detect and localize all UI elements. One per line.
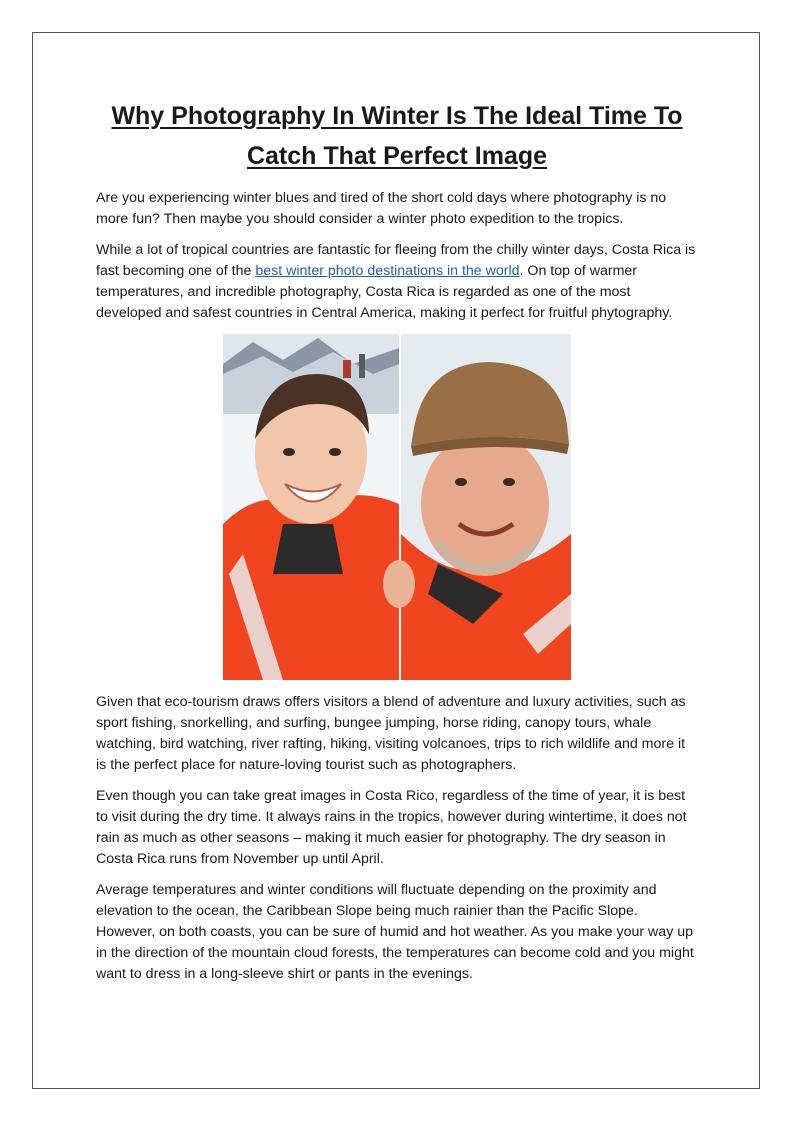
destinations-link[interactable]: best winter photo destinations in the world — [255, 263, 520, 279]
paragraph-temperatures: Average temperatures and winter conditions will fluctuate depending on the proximity and elevation to the ocean, the Caribbean Slope being much rainier than the Pacific Slope. However, on both coasts, you can be sure of humid and hot weather. As you make your way up in the direction of the mountain cloud forests, the temperatures can become cold and you might want to dress in a long-sleeve shirt or pants in the evenings. — [96, 882, 694, 982]
paragraph-eco-tourism: Given that eco-tourism draws offers visitors a blend of adventure and luxury activities, such as sport fishing, snorkelling, and surfing, bungee jumping, horse riding, canopy tours, whale watching, bird watching, river rafting, hiking, visiting volcanoes, trips to rich wildlife and more it is the perfect place for nature-loving tourist such as photographers. — [96, 694, 686, 773]
paragraph-text: . On top of warmer temperatures, and incredible photography, Costa Rica is regarded as one of the most developed and safest countries in Central America, making it perfect for fruitful phytography. — [96, 263, 673, 321]
paragraph-intro: Are you experiencing winter blues and tired of the short cold days where photography is no more fun? Then maybe you should consider a winter photo expedition to the tropics. — [96, 190, 667, 227]
photographers-photo-icon — [223, 334, 571, 680]
photographers-photo — [223, 334, 571, 680]
photo-figure — [96, 334, 698, 680]
paragraph-text: While a lot of tropical countries are fantastic for fleeing from the chilly winter days, Costa Rica is fast becoming one of the — [96, 242, 696, 279]
article-title: Why Photography In Winter Is The Ideal Time To Catch That Perfect Image — [111, 102, 683, 170]
paragraph-dry-season: Even though you can take great images in Costa Rico, regardless of the time of year, it is best to visit during the dry time. It always rains in the tropics, however during wintertime, it does not rain as much as other seasons – making it much easier for photography. The dry season in Costa Rica runs from November up until April. — [96, 788, 687, 867]
article-body — [96, 96, 698, 995]
paragraph-costa-rica — [96, 240, 698, 324]
